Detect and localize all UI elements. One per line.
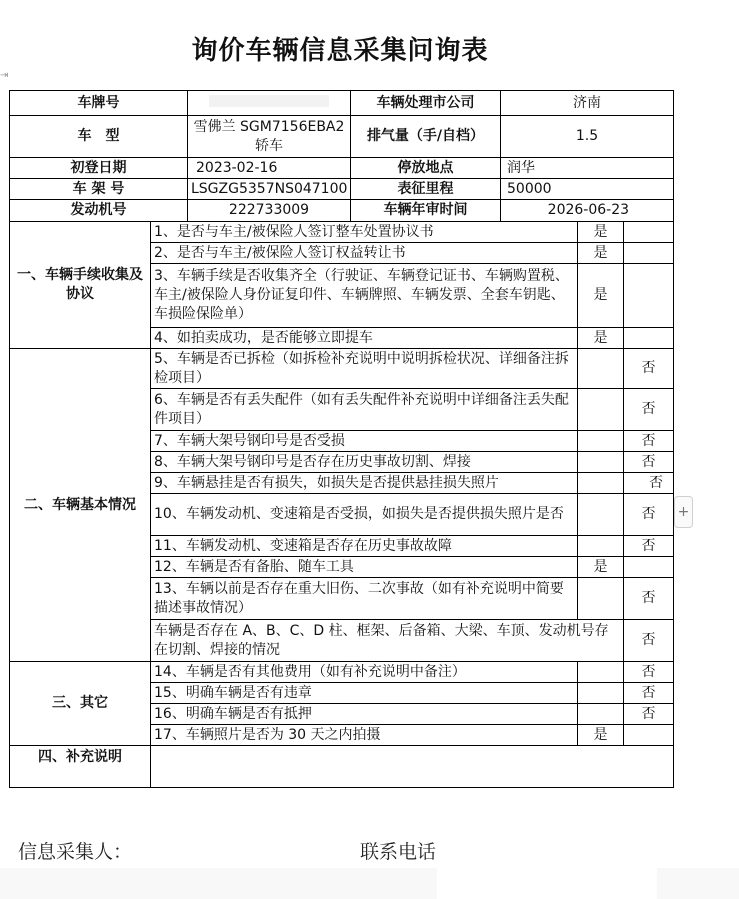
vin-value[interactable]: LSGZG5357NS047100	[188, 179, 351, 200]
answer-no[interactable]: 否	[624, 494, 674, 536]
section-2-title: 二、车辆基本情况	[10, 349, 151, 662]
answer-yes[interactable]: 是	[578, 328, 624, 349]
answer-no[interactable]: 否	[624, 536, 674, 557]
answer-yes[interactable]	[578, 704, 624, 725]
question-row: 1、是否与车主/被保险人签订整车处置协议书	[151, 222, 578, 243]
question-row: 11、车辆发动机、变速箱是否存在历史事故故障	[151, 536, 578, 557]
supplement-field[interactable]	[151, 746, 674, 788]
engine-value[interactable]: 222733009	[188, 200, 351, 222]
answer-no[interactable]: 否	[624, 683, 674, 704]
city-value[interactable]: 济南	[501, 91, 674, 116]
answer-yes[interactable]	[578, 431, 624, 452]
inspection-value[interactable]: 2026-06-23	[501, 200, 674, 222]
answer-no[interactable]	[624, 264, 674, 328]
mileage-value[interactable]: 50000	[501, 179, 674, 200]
answer-no[interactable]	[624, 328, 674, 349]
answer-no[interactable]: 否	[624, 389, 674, 431]
answer-no[interactable]: 否	[624, 662, 674, 683]
answer-yes[interactable]	[578, 452, 624, 473]
page-bottom-blank	[437, 868, 657, 899]
answer-yes[interactable]	[578, 536, 624, 557]
section-3-title: 三、其它	[10, 662, 151, 746]
answer-yes[interactable]: 是	[578, 222, 624, 243]
question-row: 16、明确车辆是否有抵押	[151, 704, 578, 725]
plate-value[interactable]	[188, 91, 351, 116]
question-row: 13、车辆以前是否存在重大旧伤、二次事故（如有补充说明中简要描述事故情况）	[151, 578, 578, 620]
answer-no[interactable]: 否	[624, 349, 674, 389]
parking-label: 停放地点	[351, 158, 501, 179]
question-row: 7、车辆大架号钢印号是否受损	[151, 431, 578, 452]
inquiry-form-table	[9, 90, 674, 788]
answer-no[interactable]: 否	[624, 620, 674, 662]
answer-no[interactable]	[624, 222, 674, 243]
inspection-label: 车辆年审时间	[351, 200, 501, 222]
question-row: 6、车辆是否有丢失配件（如有丢失配件补充说明中详细备注丢失配件项目）	[151, 389, 578, 431]
answer-yes[interactable]: 是	[578, 557, 624, 578]
section-4-title: 四、补充说明	[10, 746, 151, 788]
engine-label: 发动机号	[10, 200, 188, 222]
answer-no[interactable]: 否	[624, 452, 674, 473]
question-row: 12、车辆是否有备胎、随车工具	[151, 557, 578, 578]
answer-yes[interactable]: 是	[578, 725, 624, 746]
reg-date-value[interactable]: 2023-02-16	[188, 158, 351, 179]
reg-date-label: 初登日期	[10, 158, 188, 179]
add-row-button[interactable]	[674, 496, 693, 528]
answer-no[interactable]	[624, 725, 674, 746]
question-row: 4、如拍卖成功，是否能够立即提车	[151, 328, 578, 349]
model-value[interactable]: 雪佛兰 SGM7156EBA2 轿车	[188, 116, 351, 158]
answer-yes[interactable]: 是	[578, 264, 624, 328]
question-row: 3、车辆手续是否收集齐全（行驶证、车辆登记证书、车辆购置税、车主/被保险人身份证复印件、车辆牌照、车辆发票、全套车钥匙、车损险保险单）	[151, 264, 578, 328]
plus-icon: +	[677, 504, 690, 520]
answer-no[interactable]	[624, 557, 674, 578]
answer-yes[interactable]	[578, 683, 624, 704]
question-row: 15、明确车辆是否有违章	[151, 683, 578, 704]
answer-no[interactable]: 否	[624, 704, 674, 725]
question-row: 9、车辆悬挂是否有损失，如损失是否提供悬挂损失照片	[151, 473, 578, 494]
question-row: 17、车辆照片是否为 30 天之内拍摄	[151, 725, 578, 746]
answer-yes[interactable]	[578, 349, 624, 389]
model-label: 车 型	[10, 116, 188, 158]
phone-label: 联系电话	[360, 841, 437, 863]
mileage-label: 表征里程	[351, 179, 501, 200]
answer-yes[interactable]	[578, 578, 624, 620]
city-label: 车辆处理市公司	[351, 91, 501, 116]
section-1-title: 一、车辆手续收集及协议	[10, 222, 151, 349]
answer-no[interactable]: 否	[624, 431, 674, 452]
answer-yes[interactable]	[578, 389, 624, 431]
answer-yes[interactable]	[578, 473, 624, 494]
plate-redacted	[209, 95, 329, 107]
question-row: 车辆是否存在 A、B、C、D 柱、框架、后备箱、大梁、车顶、发动机号存在切割、焊接的情况	[151, 620, 624, 662]
question-row: 2、是否与车主/被保险人签订权益转让书	[151, 243, 578, 264]
parking-value[interactable]: 润华	[501, 158, 674, 179]
question-row: 8、车辆大架号钢印号是否存在历史事故切割、焊接	[151, 452, 578, 473]
answer-yes[interactable]	[578, 662, 624, 683]
answer-no[interactable]: 否	[624, 473, 674, 494]
answer-no[interactable]	[624, 243, 674, 264]
collector-label: 信息采集人：	[18, 841, 133, 863]
displacement-value[interactable]: 1.5	[501, 116, 674, 158]
plate-label: 车牌号	[10, 91, 188, 116]
answer-no[interactable]: 否	[624, 578, 674, 620]
page-title: 询价车辆信息采集问询表	[191, 36, 489, 66]
question-row: 5、车辆是否已拆检（如拆检补充说明中说明拆检状况、详细备注拆检项目）	[151, 349, 578, 389]
vin-label: 车 架 号	[10, 179, 188, 200]
question-row: 14、车辆是否有其他费用（如有补充说明中备注）	[151, 662, 578, 683]
margin-arrow-icon: ⇥	[0, 70, 9, 81]
answer-yes[interactable]: 是	[578, 243, 624, 264]
displacement-label: 排气量（手/自档）	[351, 116, 501, 158]
answer-yes[interactable]	[578, 494, 624, 536]
question-row: 10、车辆发动机、变速箱是否受损，如损失是否提供损失照片是否	[151, 494, 578, 536]
